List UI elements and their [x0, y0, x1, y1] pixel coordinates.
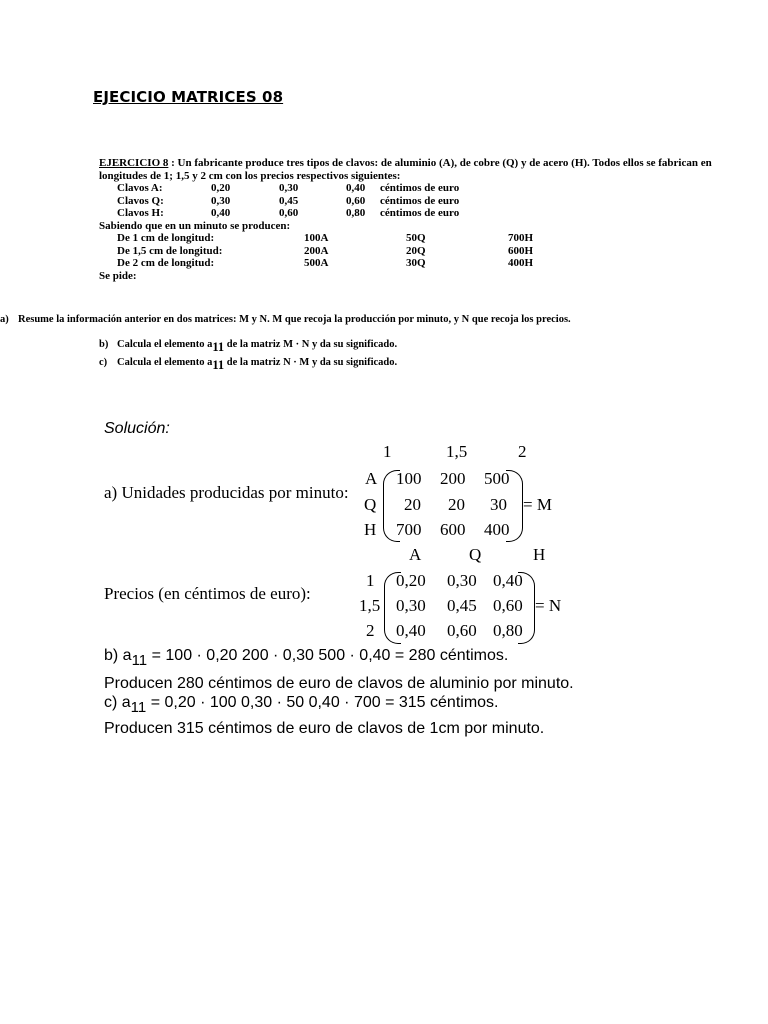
production-q: 30Q: [406, 257, 426, 269]
production-a: 500A: [304, 257, 329, 269]
price-value: 0,60: [279, 207, 299, 219]
price-unit: céntimos de euro: [380, 207, 460, 219]
matrix-n-cell: 0,20: [396, 571, 426, 590]
answer-b-meaning: Producen 280 céntimos de euro de clavos de aluminio por minuto.: [104, 675, 574, 692]
price-value: 0,45: [279, 194, 299, 207]
matrix-n-row-header: 1,5: [359, 596, 381, 615]
price-value: 0,40: [346, 182, 366, 194]
price-value: 0,20: [211, 182, 231, 194]
se-pide-text: Se pide:: [99, 269, 137, 282]
matrix-m-cell: 600: [440, 520, 466, 539]
subscript: 11: [212, 358, 225, 372]
price-value: 0,30: [279, 182, 299, 194]
question-text: Resume la información anterior en dos matrices: M y N. M que recoja la producción por minuto, y N que recoja los precios.: [18, 314, 571, 325]
matrix-m-col-header: 1: [383, 442, 392, 461]
price-row: [99, 207, 717, 220]
answer-c-expr: = 0,20 · 100 0,30 · 50 0,40 · 700 = 315 céntimos.: [146, 694, 499, 711]
price-value: 0,60: [346, 194, 366, 207]
subscript: 11: [131, 652, 148, 669]
production-label: De 1,5 cm de longitud:: [117, 244, 223, 257]
production-q: 50Q: [406, 232, 426, 244]
production-intro-text: Sabiendo que en un minuto se producen:: [99, 219, 291, 232]
intro-text: : Un fabricante produce tres tipos de clavos: de aluminio (A), de cobre (Q) y de acero (H). Todos ellos se fabrican en longitudes de 1; 1,5 y 2 cm con los precios respectivos siguientes:: [99, 157, 712, 182]
production-h: 700H: [508, 232, 534, 244]
production-a: 200A: [304, 244, 329, 257]
matrix-n-row-header: 2: [366, 621, 375, 640]
statement-intro: [99, 157, 713, 182]
price-unit: céntimos de euro: [380, 182, 460, 194]
solution-heading: Solución:: [104, 420, 170, 437]
matrix-n-col-header: Q: [469, 545, 482, 564]
price-row: [99, 182, 717, 195]
answer-b-expression: [104, 647, 508, 669]
production-row: [99, 257, 717, 270]
price-value: 0,30: [211, 194, 231, 207]
matrix-n-cell: 0,80: [493, 621, 523, 640]
matrix-m-col-header: 1,5: [446, 442, 468, 461]
production-row: [99, 232, 717, 245]
production-h: 600H: [508, 244, 534, 257]
matrix-n-col-header: H: [533, 545, 546, 564]
matrix-m-row-header: Q: [364, 495, 377, 514]
price-value: 0,40: [211, 207, 231, 219]
se-pide: [99, 270, 717, 283]
question-letter: c): [99, 357, 108, 368]
question-text: [117, 357, 717, 371]
question-text-before: Calcula el elemento a: [117, 339, 213, 350]
matrix-n-name: = N: [535, 596, 562, 615]
matrix-n-col-header: A: [409, 545, 422, 564]
matrix-m-cell: 30: [490, 495, 507, 514]
matrix-m-row-header: H: [364, 520, 377, 539]
question-text-after: de la matriz N · M y da su significado.: [224, 357, 398, 368]
matrix-m-cell: 200: [440, 469, 466, 488]
matrix-n-cell: 0,60: [447, 621, 477, 640]
answer-c-prefix: c) a: [104, 694, 131, 711]
exercise-label: EJERCICIO 8: [99, 157, 169, 169]
production-a: 100A: [304, 232, 329, 244]
matrix-m-cell: 20: [448, 495, 465, 514]
matrix-n-label: Precios (en céntimos de euro):: [104, 584, 311, 603]
matrix-n-cell: 0,40: [493, 571, 523, 590]
price-row: [99, 195, 717, 208]
production-label: De 1 cm de longitud:: [117, 232, 215, 244]
subscript: 11: [130, 699, 147, 716]
price-label: Clavos Q:: [117, 194, 164, 207]
question-letter: b): [99, 339, 109, 350]
production-q: 20Q: [406, 244, 426, 257]
price-label: Clavos A:: [117, 182, 163, 194]
subscript: 11: [212, 340, 225, 354]
matrix-m-col-header: 2: [518, 442, 527, 461]
matrix-n-row-header: 1: [366, 571, 375, 590]
price-unit: céntimos de euro: [380, 194, 460, 207]
matrix-m-label: a) Unidades producidas por minuto:: [104, 483, 349, 502]
matrix-n-cell: 0,30: [396, 596, 426, 615]
matrix-n-cell: 0,45: [447, 596, 477, 615]
matrix-n-cell: 0,40: [396, 621, 426, 640]
question-letter: a): [0, 314, 9, 325]
answer-b-expr: = 100 · 0,20 200 · 0,30 500 · 0,40 = 280 céntimos.: [147, 647, 509, 664]
matrix-m-cell: 500: [484, 469, 510, 488]
price-label: Clavos H:: [117, 207, 164, 219]
production-intro: [99, 220, 717, 233]
answer-c-expression: [104, 694, 498, 716]
matrix-m-name: = M: [523, 495, 552, 514]
matrix-m-cell: 100: [396, 469, 422, 488]
price-value: 0,80: [346, 207, 366, 219]
production-row: [99, 245, 717, 258]
matrix-n-cell: 0,60: [493, 596, 523, 615]
document-title: EJECICIO MATRICES 08: [93, 88, 284, 106]
matrix-m-cell: 400: [484, 520, 510, 539]
question-text: [117, 339, 717, 353]
matrix-m-cell: 700: [396, 520, 422, 539]
answer-b-prefix: b) a: [104, 647, 132, 664]
answer-c-meaning: Producen 315 céntimos de euro de clavos de 1cm por minuto.: [104, 720, 545, 737]
production-label: De 2 cm de longitud:: [117, 257, 215, 269]
matrix-m-row-header: A: [365, 469, 378, 488]
question-text-before: Calcula el elemento a: [117, 357, 213, 368]
question-text-after: de la matriz M · N y da su significado.: [224, 339, 398, 350]
production-h: 400H: [508, 257, 534, 269]
exercise-statement: [99, 157, 717, 282]
matrix-n-cell: 0,30: [447, 571, 477, 590]
matrix-m-cell: 20: [404, 495, 421, 514]
